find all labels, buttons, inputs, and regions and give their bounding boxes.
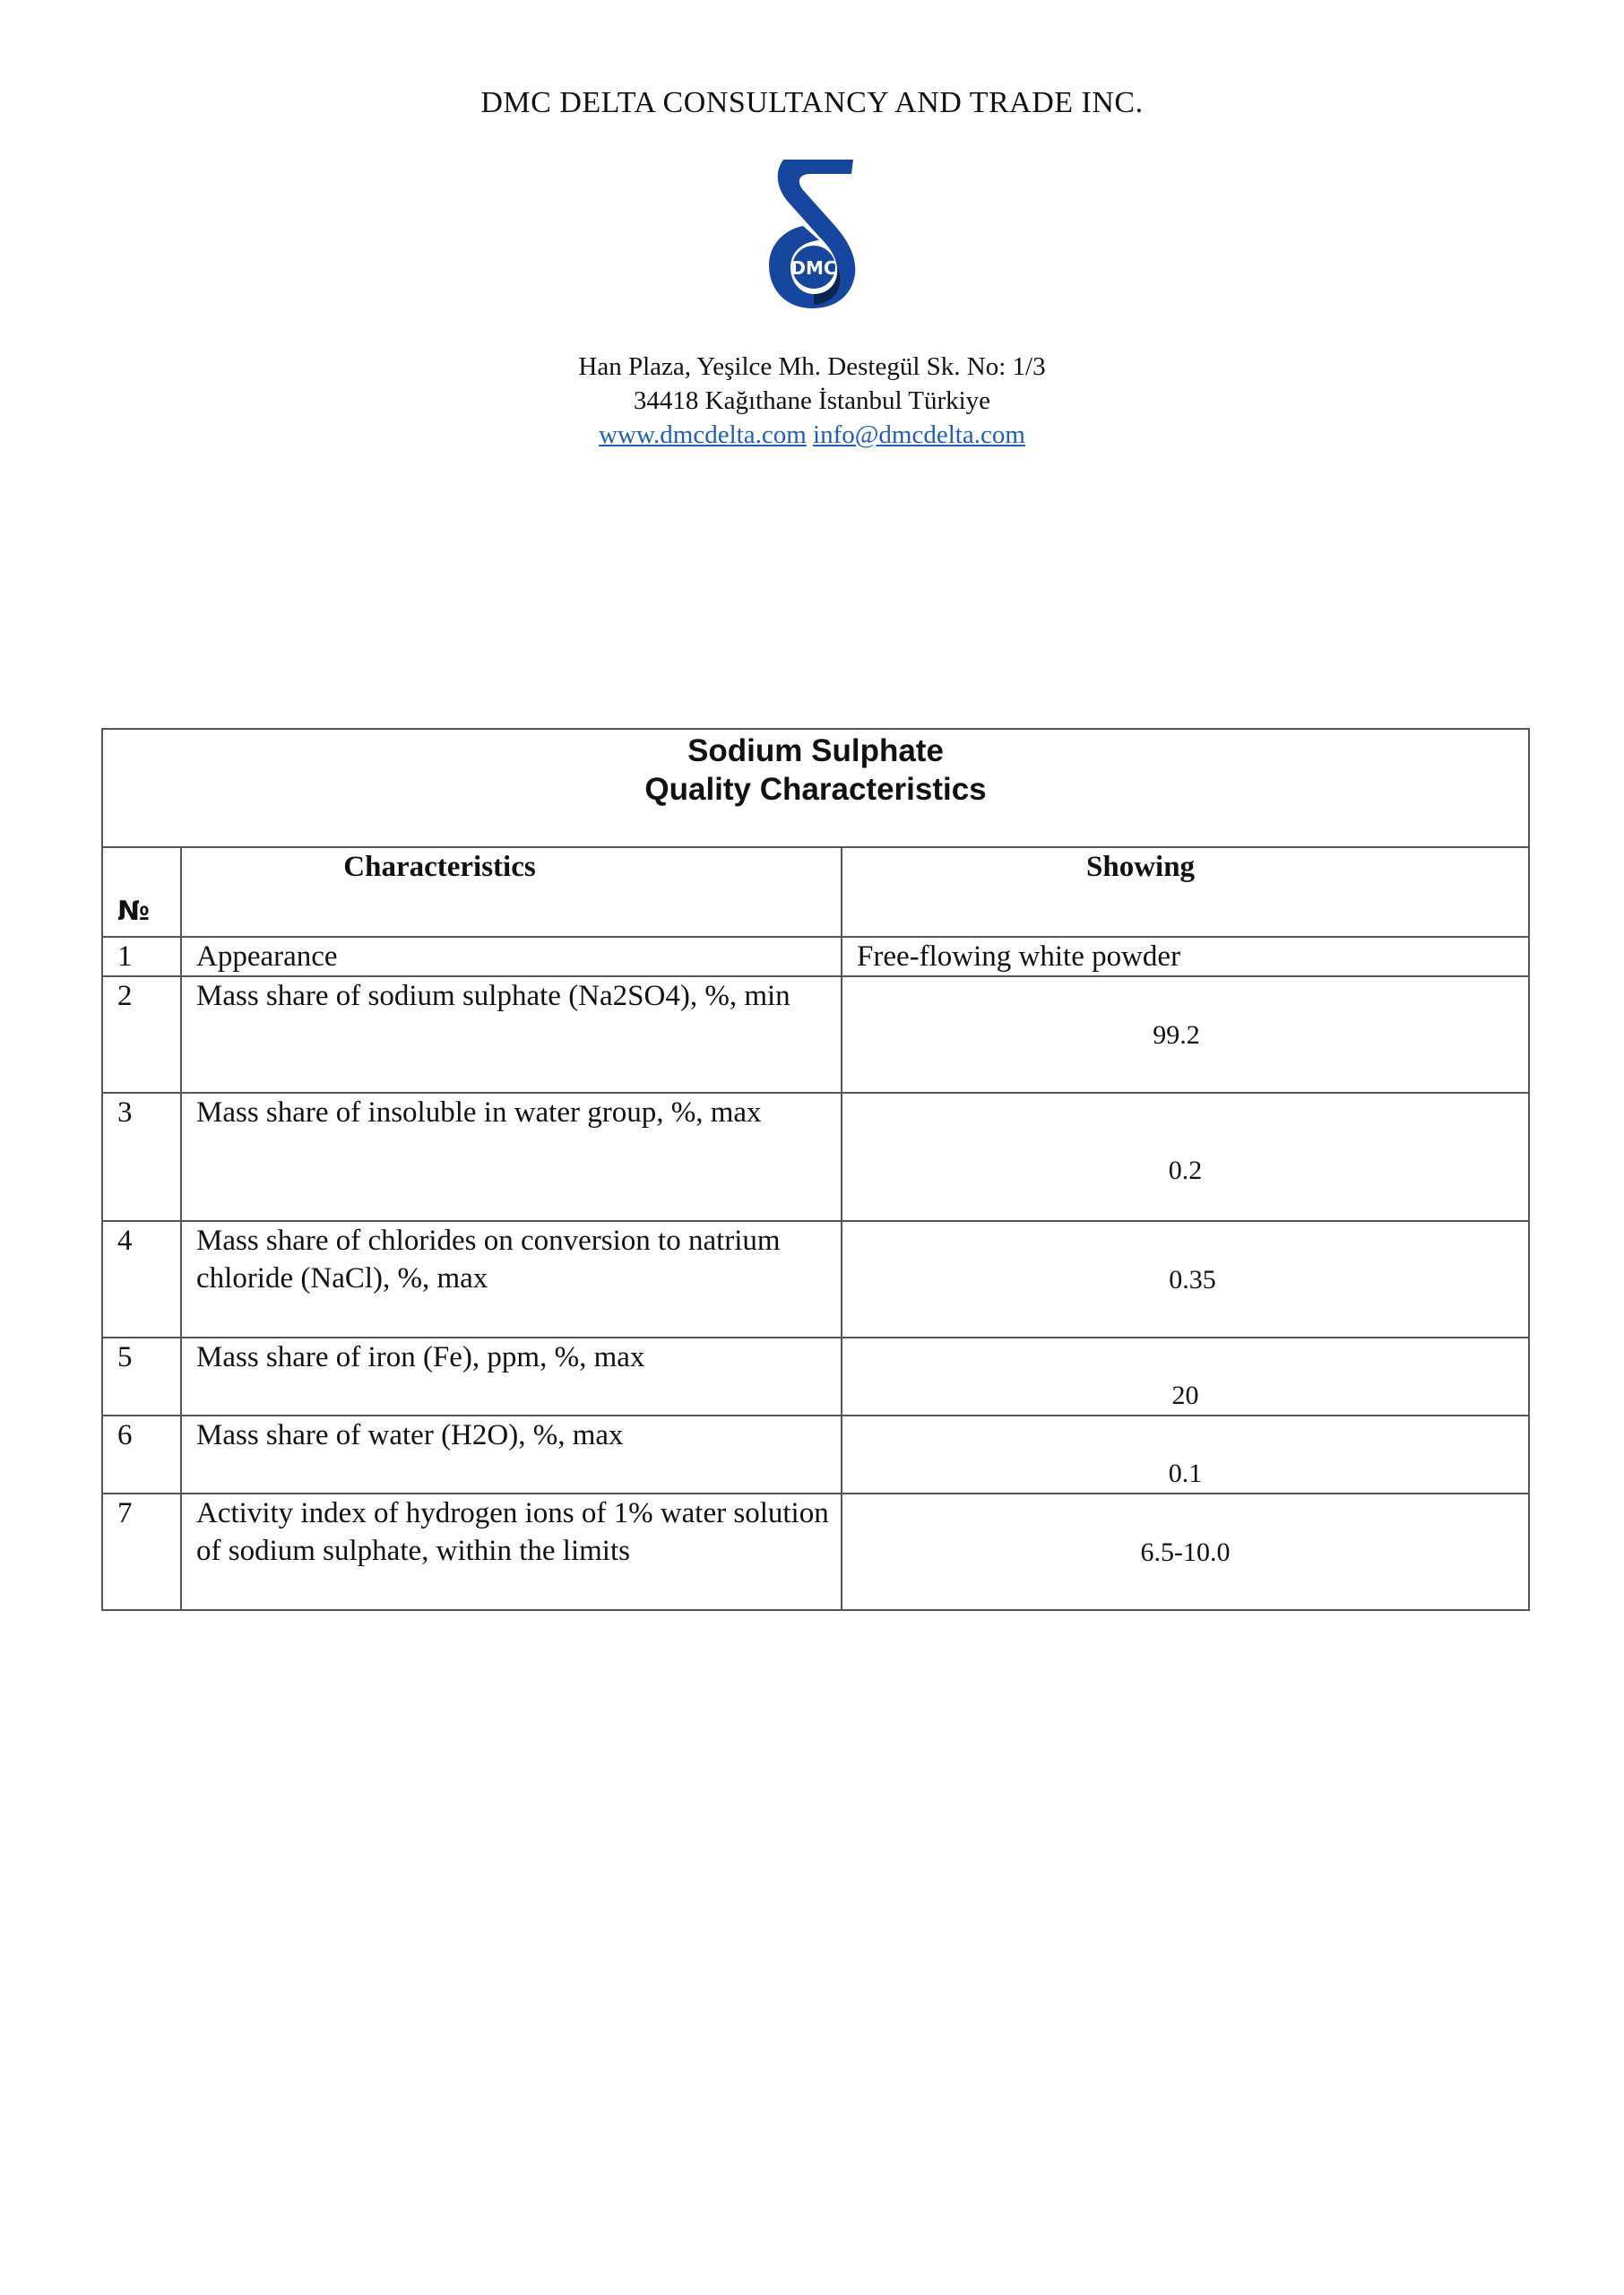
table-title	[102, 729, 1529, 847]
table-row	[102, 1416, 1529, 1494]
address-line-2: 34418 Kağıthane İstanbul Türkiye	[633, 386, 991, 415]
row-characteristic: Mass share of iron (Fe), ppm, %, max	[181, 1338, 842, 1416]
column-header-showing: Showing	[842, 847, 1529, 937]
row-characteristic: Activity index of hydrogen ions of 1% water solution of sodium sulphate, within the limits	[181, 1494, 842, 1610]
row-number: 5	[102, 1338, 181, 1416]
table-row	[102, 1338, 1529, 1416]
row-value: 0.35	[842, 1221, 1529, 1338]
column-header-characteristics: Characteristics	[181, 847, 842, 937]
row-number: 7	[102, 1494, 181, 1610]
row-characteristic: Mass share of water (H2O), %, max	[181, 1416, 842, 1494]
row-value: 20	[842, 1338, 1529, 1416]
website-link[interactable]: www.dmcdelta.com	[599, 420, 807, 449]
address-line-1: Han Plaza, Yeşilce Mh. Destegül Sk. No: 1/3	[578, 352, 1046, 381]
contact-links	[0, 418, 1624, 452]
row-characteristic: Mass share of insoluble in water group, %, max	[181, 1093, 842, 1221]
row-value: 6.5-10.0	[842, 1494, 1529, 1610]
table-row	[102, 1494, 1529, 1610]
row-characteristic: Mass share of sodium sulphate (Na2SO4), %, min	[181, 976, 842, 1093]
row-value: 0.1	[842, 1416, 1529, 1494]
row-number: 2	[102, 976, 181, 1093]
table-row	[102, 937, 1529, 976]
row-number: 6	[102, 1416, 181, 1494]
logo-text: DMC	[790, 257, 837, 279]
column-header-no: №	[102, 847, 181, 937]
table-title-line-1: Sodium Sulphate	[687, 733, 944, 768]
table-header-row	[102, 847, 1529, 937]
email-link[interactable]: info@dmcdelta.com	[813, 420, 1025, 449]
row-characteristic: Appearance	[181, 937, 842, 976]
row-value: 99.2	[842, 976, 1529, 1093]
address-block	[0, 350, 1624, 452]
row-number: 1	[102, 937, 181, 976]
table-row	[102, 1221, 1529, 1338]
company-name: DMC DELTA CONSULTANCY AND TRADE INC.	[480, 86, 1144, 119]
row-number: 3	[102, 1093, 181, 1221]
table-row	[102, 1093, 1529, 1221]
table-title-line-2: Quality Characteristics	[644, 772, 987, 807]
table-row	[102, 976, 1529, 1093]
row-characteristic: Mass share of chlorides on conversion to natrium chloride (NaCl), %, max	[181, 1221, 842, 1338]
row-value: Free-flowing white powder	[842, 937, 1529, 976]
quality-table	[101, 728, 1530, 1611]
row-number: 4	[102, 1221, 181, 1338]
table-title-row	[102, 729, 1529, 847]
row-value: 0.2	[842, 1093, 1529, 1221]
dmc-logo	[764, 154, 862, 308]
